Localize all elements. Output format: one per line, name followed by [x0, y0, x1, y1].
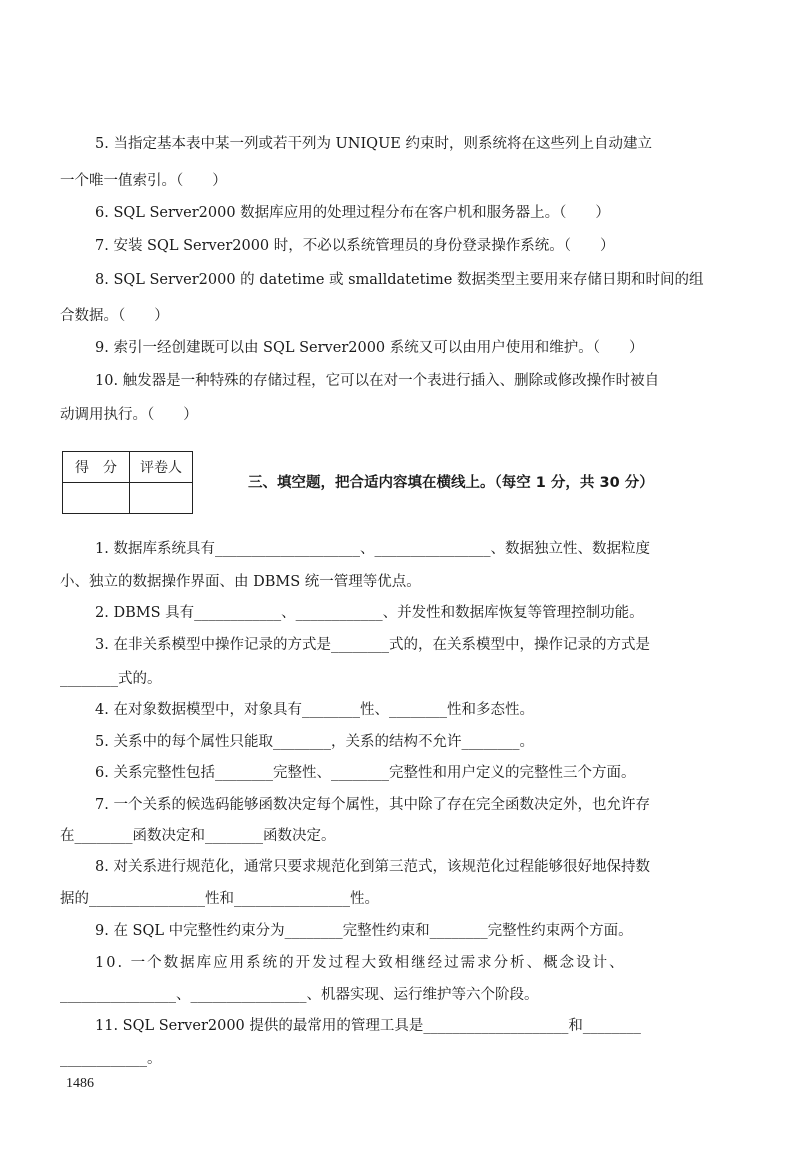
fill-q1-line1: 1. 数据库系统具有____________________、________________、数据独立性、数据粒度: [95, 541, 650, 557]
fill-q10-line1: 10. 一个数据库应用系统的开发过程大致相继经过需求分析、概念设计、: [95, 955, 626, 971]
judgement-q7: 7. 安装 SQL Server2000 时，不必以系统管理员的身份登录操作系统。（ ）: [95, 238, 615, 254]
judgement-q10-line1: 10. 触发器是一种特殊的存储过程，它可以在对一个表进行插入、删除或修改操作时被自: [95, 373, 660, 389]
fill-q2: 2. DBMS 具有____________、____________、并发性和数据库恢复等管理控制功能。: [95, 605, 644, 621]
fill-q7-line2: 在________函数决定和________函数决定。: [60, 828, 336, 844]
fill-q9: 9. 在 SQL 中完整性约束分为________完整性约束和________完整性约束两个方面。: [95, 923, 633, 939]
fill-q5: 5. 关系中的每个属性只能取________，关系的结构不允许________。: [95, 734, 534, 750]
score-label: 得 分: [63, 452, 130, 483]
judgement-q10-line2: 动调用执行。（ ）: [60, 407, 198, 423]
fill-q11-line1: 11. SQL Server2000 提供的最常用的管理工具是____________________和________: [95, 1018, 641, 1034]
judgement-q5-line2: 一个唯一值索引。（ ）: [60, 173, 227, 189]
fill-q11-line2: ____________。: [60, 1051, 162, 1067]
grader-label: 评卷人: [130, 452, 193, 483]
fill-q6: 6. 关系完整性包括________完整性、________完整性和用户定义的完整性三个方面。: [95, 765, 636, 781]
judgement-q8-line1: 8. SQL Server2000 的 datetime 或 smalldatetime 数据类型主要用来存储日期和时间的组: [95, 272, 704, 288]
judgement-q8-line2: 合数据。（ ）: [60, 308, 169, 324]
fill-q3-line1: 3. 在非关系模型中操作记录的方式是________式的，在关系模型中，操作记录的方式是: [95, 637, 650, 653]
judgement-q9: 9. 索引一经创建既可以由 SQL Server2000 系统又可以由用户使用和维护。（ ）: [95, 340, 644, 356]
grader-cell[interactable]: [130, 483, 193, 514]
fill-q7-line1: 7. 一个关系的候选码能够函数决定每个属性，其中除了存在完全函数决定外，也允许存: [95, 797, 650, 813]
score-box: [62, 451, 193, 514]
judgement-q5-line1: 5. 当指定基本表中某一列或若干列为 UNIQUE 约束时，则系统将在这些列上自动建立: [95, 136, 652, 152]
score-cell[interactable]: [63, 483, 130, 514]
section-title: 三、填空题，把合适内容填在横线上。（每空 1 分，共 30 分）: [248, 475, 654, 491]
fill-q3-line2: ________式的。: [60, 671, 162, 687]
fill-q10-line2: ________________、________________、机器实现、运行维护等六个阶段。: [60, 987, 539, 1003]
fill-q1-line2: 小、独立的数据操作界面、由 DBMS 统一管理等优点。: [60, 574, 421, 590]
page-number: 1486: [66, 1076, 94, 1091]
judgement-q6: 6. SQL Server2000 数据库应用的处理过程分布在客户机和服务器上。（ ）: [95, 205, 610, 221]
fill-q4: 4. 在对象数据模型中，对象具有________性、________性和多态性。: [95, 702, 534, 718]
fill-q8-line1: 8. 对关系进行规范化，通常只要求规范化到第三范式，该规范化过程能够很好地保持数: [95, 859, 650, 875]
fill-q8-line2: 据的________________性和________________性。: [60, 891, 379, 907]
